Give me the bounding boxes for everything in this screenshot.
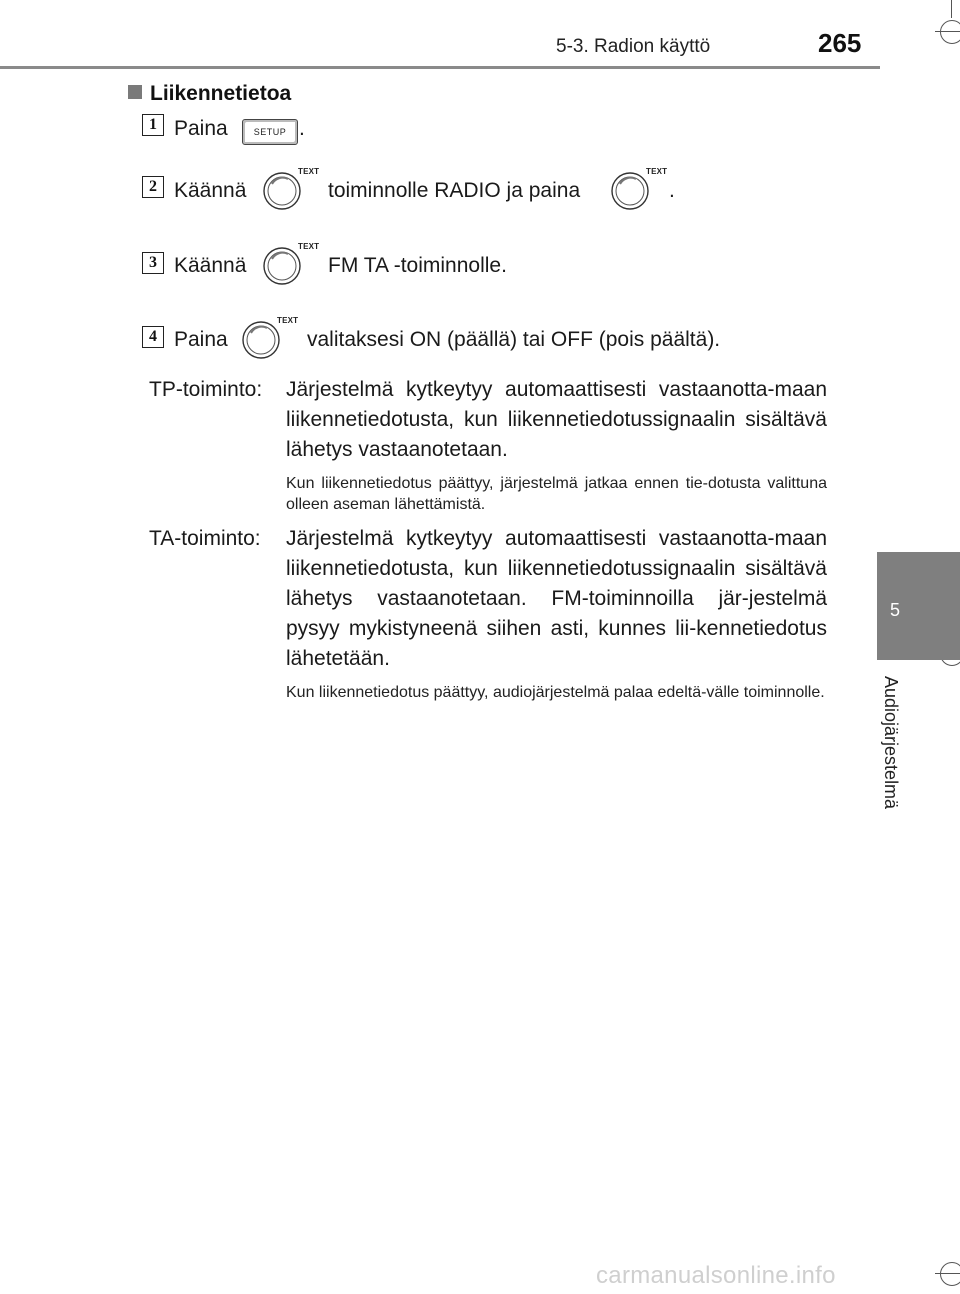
- definition-term: TA-toiminto:: [149, 527, 261, 550]
- crop-mark: [951, 0, 952, 18]
- definition-text: Järjestelmä kytkeytyy automaattisesti vastaanotta-maan liikennetiedotusta, kun liikennetiedotussignaalin sisältävä lähetys vastaanotetaan.: [286, 378, 827, 461]
- step-text: .: [669, 179, 675, 202]
- step-number: 2: [142, 176, 164, 198]
- definition-note: Kun liikennetiedotus päättyy, audiojärjestelmä palaa edeltä-välle toiminnolle.: [286, 684, 825, 701]
- step-text: Käännä: [174, 254, 247, 277]
- knob-label: TEXT: [646, 167, 668, 176]
- step-text: FM TA -toiminnolle.: [328, 254, 507, 277]
- page-number: 265: [818, 28, 862, 58]
- header-section-title: 5-3. Radion käyttö: [556, 36, 711, 57]
- definition-term: TP-toiminto:: [149, 378, 263, 401]
- knob-label: TEXT: [277, 316, 299, 325]
- step-text: toiminnolle RADIO ja paina: [328, 179, 581, 202]
- header-rule: [0, 66, 880, 69]
- chapter-label: [880, 676, 910, 836]
- step-text: Käännä: [174, 179, 247, 202]
- section-bullet-icon: [128, 85, 142, 99]
- step-number: 4: [142, 326, 164, 348]
- definition-note: Kun liikennetiedotus päättyy, järjestelmä jatkaa ennen tie-dotusta valittuna olleen aseman lähettämistä.: [286, 475, 827, 513]
- watermark: carmanualsonline.info: [596, 1262, 836, 1289]
- step-text: Paina: [174, 328, 228, 351]
- step-number: 1: [142, 114, 164, 136]
- section-title: [128, 82, 291, 106]
- definition-text: Järjestelmä kytkeytyy automaattisesti vastaanotta-maan liikennetiedotusta, kun liikennetiedotussignaalin sisältävä lähetys vastaanotetaan. FM-toiminnoilla jär-jestelmä pysyy mykistyneenä siihen asti, kunnes lii-kennetiedotus lähetetään.: [286, 527, 827, 670]
- crop-mark: [940, 1262, 960, 1286]
- crop-mark: [940, 20, 960, 44]
- step-text: Paina: [174, 117, 228, 140]
- setup-button-icon: SETUP: [242, 119, 298, 145]
- step-text: .: [299, 117, 305, 140]
- knob-label: TEXT: [298, 167, 320, 176]
- crop-mark: [935, 31, 960, 32]
- chapter-label-text: Audiojärjestelmä: [881, 676, 901, 810]
- step-number: 3: [142, 252, 164, 274]
- crop-mark: [935, 1273, 960, 1274]
- step-text: valitaksesi ON (päällä) tai OFF (pois päältä).: [307, 328, 721, 351]
- section-title-text: Liikennetietoa: [150, 82, 292, 105]
- knob-label: TEXT: [298, 242, 320, 251]
- chapter-number: 5: [889, 600, 900, 620]
